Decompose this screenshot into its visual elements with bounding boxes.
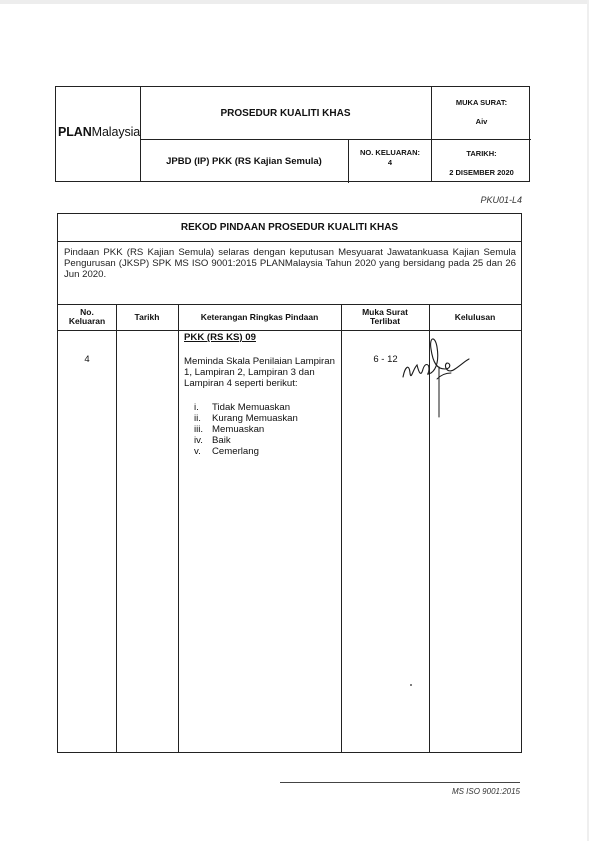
page-top-edge: [0, 0, 589, 4]
amendment-record-table: [57, 213, 522, 753]
planmalaysia-logo: PLANMalaysia: [58, 125, 141, 139]
column-header-description: Keterangan Ringkas Pindaan: [200, 311, 319, 322]
list-item: v. Cemerlang: [194, 446, 259, 457]
list-item: iii. Memuaskan: [194, 424, 265, 435]
row-pages: 6 - 12: [373, 354, 398, 365]
page-number-cell: [432, 87, 531, 139]
list-item: i. Tidak Memuaskan: [194, 402, 291, 413]
row-issue-number: 4: [84, 354, 90, 365]
document-reference: PKU01-L4: [480, 195, 522, 205]
list-item: ii. Kurang Memuaskan: [194, 413, 298, 424]
column-header-pages: Muka Surat Terlibat: [362, 307, 408, 326]
column-header-date: Tarikh: [134, 311, 160, 322]
footer-standard: MS ISO 9001:2015: [451, 787, 520, 796]
document-header: [55, 86, 530, 182]
approval-signature: [395, 329, 483, 419]
issue-number-label: NO. KELUARAN:: [360, 148, 420, 157]
date-value: 2 DISEMBER 2020: [449, 168, 514, 177]
issue-number-value: 4: [387, 158, 393, 167]
procedure-code: JPBD (IP) PKK (RS Kajian Semula): [166, 156, 322, 167]
header-title: PROSEDUR KUALITI KHAS: [220, 107, 351, 119]
page-number-value: Aiv: [475, 117, 488, 126]
rating-scale-list: [184, 402, 339, 457]
column-header-issue-number: No. Keluaran: [68, 307, 106, 326]
record-title: REKOD PINDAAN PROSEDUR KUALITI KHAS: [58, 214, 521, 242]
date-cell: [432, 140, 531, 183]
issue-number-cell: [349, 140, 431, 183]
amendment-intro: Meminda Skala Penilaian Lampiran 1, Lampiran 2, Lampiran 3 dan Lampiran 4 seperti berikut:: [184, 356, 335, 389]
row-description: [184, 332, 339, 457]
date-label: TARIKH:: [466, 149, 497, 158]
page-number-label: MUKA SURAT:: [455, 98, 508, 107]
column-header-approval: Kelulusan: [454, 311, 496, 322]
list-item: iv. Baik: [194, 435, 231, 446]
record-description: Pindaan PKK (RS Kajian Semula) selaras dengan keputusan Mesyuarat Jawatankuasa Kajian Semula Pengurusan (JKSP) SPK MS ISO 9001:2015 PLANMalaysia Tahun 2020 yang bersidang pada 25 dan 26 Jun 2020.: [64, 247, 516, 280]
footer-rule: [280, 782, 520, 783]
amendment-code: PKK (RS KS) 09: [184, 332, 256, 343]
stray-mark: [410, 684, 412, 686]
